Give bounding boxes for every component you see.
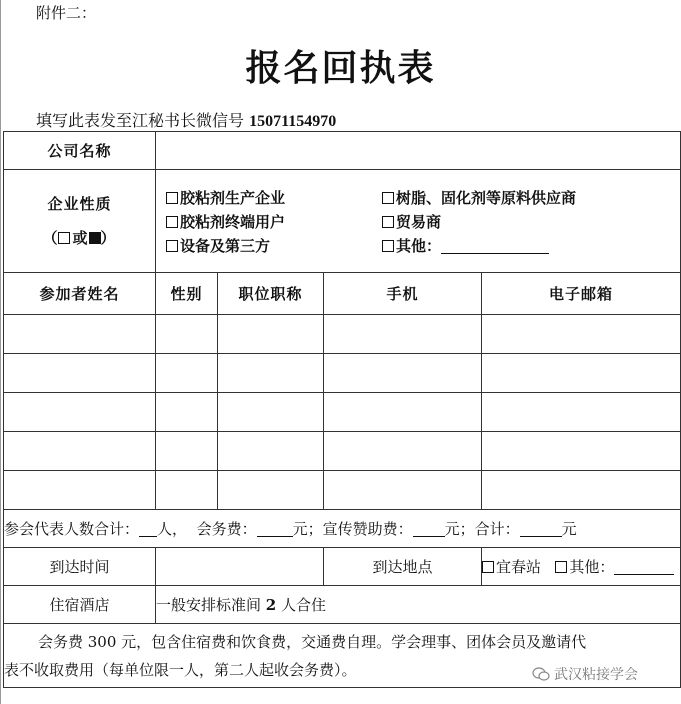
nature-options <box>156 179 680 264</box>
sponsor-unit: 元； <box>444 520 475 538</box>
phone-cell[interactable] <box>324 393 482 432</box>
col-email: 电子邮箱 <box>482 273 681 315</box>
nature-option-label: 胶粘剂终端用户 <box>180 212 286 231</box>
checkbox-icon[interactable] <box>482 561 494 573</box>
nature-option[interactable] <box>166 211 382 232</box>
checkbox-icon[interactable] <box>555 561 567 573</box>
watermark-text: 武汉粘接学会 <box>554 667 638 683</box>
hotel-note-number: 2 <box>265 596 277 614</box>
table-row <box>4 354 681 393</box>
checkbox-icon[interactable] <box>166 216 178 228</box>
phone-cell[interactable] <box>324 471 482 510</box>
instruction-text: 填写此表发至江秘书长微信号 <box>36 111 245 130</box>
table-row <box>4 432 681 471</box>
name-cell[interactable] <box>4 432 156 471</box>
watermark <box>532 664 638 684</box>
company-row <box>4 132 681 170</box>
hotel-note-tail: 人合住 <box>281 596 327 614</box>
name-cell[interactable] <box>4 354 156 393</box>
gender-cell[interactable] <box>156 354 218 393</box>
arrival-place-options <box>482 548 681 586</box>
position-cell[interactable] <box>218 471 324 510</box>
email-cell[interactable] <box>482 393 681 432</box>
registration-form-table <box>3 131 681 688</box>
nature-label-cell <box>4 170 156 273</box>
hotel-note-text: 一般安排标准间 <box>156 596 262 614</box>
nature-option[interactable] <box>166 235 382 256</box>
gender-cell[interactable] <box>156 315 218 354</box>
name-cell[interactable] <box>4 393 156 432</box>
table-row <box>4 315 681 354</box>
table-row <box>4 471 681 510</box>
hint-or: 或 <box>72 229 89 247</box>
nature-option-label: 设备及第三方 <box>180 236 271 255</box>
phone-cell[interactable] <box>324 315 482 354</box>
total-unit: 元 <box>561 520 577 538</box>
nature-option-label: 贸易商 <box>396 212 442 231</box>
phone-cell[interactable] <box>324 354 482 393</box>
col-gender: 性别 <box>156 273 218 315</box>
email-cell[interactable] <box>482 471 681 510</box>
page-left-border <box>0 0 1 704</box>
total-label: 合计： <box>474 520 520 538</box>
count-label: 参会代表人数合计： <box>4 520 140 538</box>
hint-open: （ <box>42 229 59 247</box>
arrival-option-other[interactable]: 其他： <box>569 558 615 576</box>
email-cell[interactable] <box>482 354 681 393</box>
nature-option[interactable] <box>382 187 680 208</box>
nature-options-cell <box>156 170 681 273</box>
nature-hint <box>4 221 155 255</box>
col-position: 职位职称 <box>218 273 324 315</box>
nature-option[interactable] <box>382 211 680 232</box>
checkbox-icon[interactable] <box>382 240 394 252</box>
hotel-label: 住宿酒店 <box>4 586 156 624</box>
fee-label: 会务费： <box>196 520 257 538</box>
nature-option-label: 其他： <box>396 236 442 255</box>
fee-summary <box>4 510 681 548</box>
total-input[interactable] <box>520 522 562 537</box>
empty-checkbox-icon <box>58 232 70 244</box>
col-phone: 手机 <box>324 273 482 315</box>
nature-option-label: 树脂、固化剂等原料供应商 <box>396 188 577 207</box>
checkbox-icon[interactable] <box>382 216 394 228</box>
arrival-other-input[interactable] <box>614 560 674 575</box>
checkbox-icon[interactable] <box>382 192 394 204</box>
gender-cell[interactable] <box>156 393 218 432</box>
position-cell[interactable] <box>218 393 324 432</box>
fee-summary-row <box>4 510 681 548</box>
nature-row <box>4 170 681 273</box>
other-nature-input[interactable] <box>441 239 549 254</box>
arrival-row <box>4 548 681 586</box>
wechat-icon <box>532 667 550 681</box>
nature-label: 企业性质 <box>47 195 112 213</box>
count-unit: 人， <box>157 520 188 538</box>
name-cell[interactable] <box>4 471 156 510</box>
sponsor-label: 宣传赞助费： <box>322 520 413 538</box>
gender-cell[interactable] <box>156 432 218 471</box>
company-name-field[interactable] <box>156 132 681 170</box>
filled-square-icon <box>89 232 101 244</box>
gender-cell[interactable] <box>156 471 218 510</box>
wechat-id: 15071154970 <box>249 113 337 130</box>
notes-line-2: 表不收取费用（每单位限一人，第二人起收会务费）。 <box>4 660 357 679</box>
nature-option-label: 胶粘剂生产企业 <box>180 188 286 207</box>
arrival-time-input[interactable] <box>156 548 324 586</box>
checkbox-icon[interactable] <box>166 192 178 204</box>
sponsor-input[interactable] <box>413 522 445 537</box>
table-row <box>4 393 681 432</box>
arrival-place-label: 到达地点 <box>324 548 482 586</box>
count-input[interactable] <box>139 522 157 537</box>
email-cell[interactable] <box>482 432 681 471</box>
fee-unit: 元； <box>292 520 323 538</box>
submit-instruction <box>36 108 336 131</box>
notes-line-1: 会务费 300 元，包含住宿费和饮食费，交通费自理。学会理事、团体会员及邀请代 <box>38 632 587 651</box>
hotel-row <box>4 586 681 624</box>
fee-input[interactable] <box>257 522 293 537</box>
name-cell[interactable] <box>4 315 156 354</box>
company-label: 公司名称 <box>4 132 156 170</box>
checkbox-icon[interactable] <box>166 240 178 252</box>
col-name: 参加者姓名 <box>4 273 156 315</box>
phone-cell[interactable] <box>324 432 482 471</box>
arrival-time-label: 到达时间 <box>4 548 156 586</box>
page-title: 报名回执表 <box>245 48 436 89</box>
position-cell[interactable] <box>218 432 324 471</box>
nature-option-other[interactable] <box>382 235 680 256</box>
arrival-option-yichun[interactable]: 宜春站 <box>496 558 542 576</box>
hint-close: ） <box>100 229 117 247</box>
participants-header-row <box>4 273 681 315</box>
position-cell[interactable] <box>218 315 324 354</box>
email-cell[interactable] <box>482 315 681 354</box>
attachment-label: 附件二： <box>36 4 97 22</box>
hotel-note <box>156 586 681 624</box>
nature-option[interactable] <box>166 187 382 208</box>
position-cell[interactable] <box>218 354 324 393</box>
